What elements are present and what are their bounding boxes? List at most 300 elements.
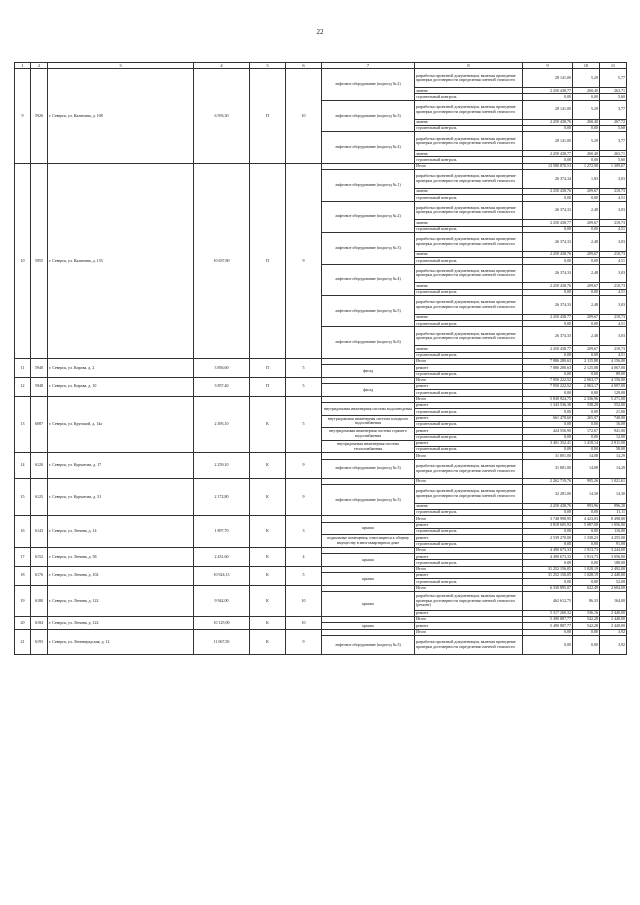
cost-cell: 424 556,90 — [523, 428, 573, 434]
unit-cost-cell: 0,00 — [573, 157, 600, 163]
cost-cell: 28 141,00 — [523, 69, 573, 88]
limit-cost-cell: 3,77 — [600, 132, 627, 151]
cost-cell: 2 262 719,76 — [523, 478, 573, 484]
work-type-cell: Итого — [415, 163, 523, 169]
unit-cost-cell: 995,26 — [573, 478, 600, 484]
unit-cost-cell: 209,67 — [573, 251, 600, 257]
cost-cell: 0,00 — [523, 371, 573, 377]
cost-cell: 0,00 — [523, 421, 573, 427]
work-type-cell: ремонт — [415, 384, 523, 390]
area-cell: 2 431,60 — [194, 547, 250, 566]
floors-cell: 5 — [286, 566, 322, 585]
unit-cost-cell: 1 913,73 — [573, 554, 600, 560]
area-cell: 2 259,10 — [194, 453, 250, 478]
work-type-cell: Итого — [415, 547, 523, 553]
house-code-cell: 6125 — [31, 478, 48, 516]
unit-cost-cell: 0,00 — [573, 226, 600, 232]
work-type-cell: строительный контроль — [415, 434, 523, 440]
unit-cost-cell: 5,29 — [573, 132, 600, 151]
limit-cost-cell: 3,03 — [600, 201, 627, 220]
work-type-cell: строительный контроль — [415, 409, 523, 415]
limit-cost-cell: 3,92 — [600, 636, 627, 655]
cost-cell: 462 612,75 — [523, 591, 573, 610]
cost-cell: 661 478,60 — [523, 415, 573, 421]
cost-cell: 0,00 — [523, 541, 573, 547]
limit-cost-cell: 263,71 — [600, 151, 627, 157]
limit-cost-cell: 3,77 — [600, 100, 627, 119]
unit-cost-cell: 260,40 — [573, 151, 600, 157]
cost-cell: 0,00 — [523, 636, 573, 655]
unit-cost-cell: 5 087,08 — [573, 522, 600, 528]
element-cell: внутридомовая инженерная система водоотведения — [322, 403, 415, 416]
wall-type-cell: П — [250, 358, 286, 377]
work-type-cell: разработка проектной документации, включая проведение проверки достоверности определения сметной стоимости — [415, 459, 523, 478]
address-cell: г. Северск, ул. Калинина, д. 108 — [48, 69, 194, 163]
floors-cell: 5 — [286, 396, 322, 453]
area-cell: 10 637,80 — [194, 163, 250, 358]
area-cell: 1 897,70 — [194, 516, 250, 547]
limit-cost-cell: 5,77 — [600, 69, 627, 88]
unit-cost-cell: 0,00 — [573, 447, 600, 453]
work-type-cell: ремонт — [415, 415, 523, 421]
area-cell: 2 172,80 — [194, 478, 250, 516]
work-type-cell: Итого — [415, 377, 523, 383]
limit-cost-cell: 5,60 — [600, 94, 627, 100]
cost-cell: 4 490 673,33 — [523, 554, 573, 560]
limit-cost-cell: 1 309,67 — [600, 163, 627, 169]
work-type-cell: разработка проектной документации, включая проведение проверки достоверности определения сметной стоимости — [415, 100, 523, 119]
limit-cost-cell: 4,51 — [600, 195, 627, 201]
unit-cost-cell: 0,00 — [573, 258, 600, 264]
work-type-cell: строительный контроль — [415, 447, 523, 453]
unit-cost-cell: 5,29 — [573, 69, 600, 88]
work-type-cell: ремонт — [415, 623, 523, 629]
cost-cell: 7 950 222,52 — [523, 377, 573, 383]
unit-cost-cell: 14,08 — [573, 453, 600, 459]
limit-cost-cell: 5,60 — [600, 125, 627, 131]
element-cell: лифтовое оборудование (подъезд № 2) — [322, 201, 415, 232]
unit-cost-cell: 0,00 — [573, 579, 600, 585]
limit-cost-cell: 16,00 — [600, 421, 627, 427]
limit-cost-cell: 3,03 — [600, 327, 627, 346]
unit-cost-cell: 0,00 — [573, 371, 600, 377]
cost-cell: 31 252 156,05 — [523, 573, 573, 579]
cost-cell: 3 818 605,93 — [523, 522, 573, 528]
cost-cell: 0,00 — [523, 560, 573, 566]
row-number-cell: 18 — [15, 566, 31, 585]
element-cell: лифтовое оборудование (подъезд № 3) — [322, 484, 415, 515]
area-cell: 9 942,00 — [194, 585, 250, 616]
limit-cost-cell: 129,00 — [600, 390, 627, 396]
limit-cost-cell: 210,73 — [600, 346, 627, 352]
unit-cost-cell: 1 418,14 — [573, 440, 600, 446]
work-type-cell: строительный контроль — [415, 258, 523, 264]
cost-cell: 2 250 438,76 — [523, 503, 573, 509]
work-type-cell: строительный контроль — [415, 371, 523, 377]
limit-cost-cell: 4 067,00 — [600, 365, 627, 371]
element-cell: подвальные помещения, относящиеся к общему имуществу в многоквартирном доме — [322, 535, 415, 548]
limit-cost-cell: 996,20 — [600, 503, 627, 509]
unit-cost-cell: 2 125,88 — [573, 365, 600, 371]
limit-cost-cell: 4 097,00 — [600, 384, 627, 390]
limit-cost-cell: 89,00 — [600, 371, 627, 377]
work-type-cell: строительный контроль — [415, 226, 523, 232]
cost-cell: 2 250 438,77 — [523, 346, 573, 352]
limit-cost-cell: 21,00 — [600, 409, 627, 415]
element-cell: лифтовое оборудование (подъезд № 4) — [322, 264, 415, 295]
unit-cost-cell: 2 115,88 — [573, 358, 600, 364]
limit-cost-cell: 267,72 — [600, 119, 627, 125]
work-type-cell: замена — [415, 88, 523, 94]
floors-cell: 9 — [286, 478, 322, 516]
cost-cell: 31 801,00 — [523, 453, 573, 459]
unit-cost-cell: 542,28 — [573, 617, 600, 623]
unit-cost-cell: 86,33 — [573, 591, 600, 610]
unit-cost-cell: 0,00 — [573, 195, 600, 201]
limit-cost-cell: 2 440,00 — [600, 573, 627, 579]
column-header: 3 — [48, 63, 194, 69]
unit-cost-cell: 2 336,96 — [573, 396, 600, 402]
house-code-cell: 6193 — [31, 629, 48, 654]
cost-cell: 28 141,00 — [523, 100, 573, 119]
house-code-cell: 6120 — [31, 453, 48, 478]
limit-cost-cell: 2 440,00 — [600, 623, 627, 629]
floors-cell: 4 — [286, 547, 322, 566]
house-code-cell: 6087 — [31, 396, 48, 453]
floors-cell: 10 — [286, 617, 322, 630]
unit-cost-cell: 0,00 — [573, 528, 600, 534]
unit-cost-cell: 14,30 — [573, 484, 600, 503]
element-cell: внутридомовая инженерная система холодного водоснабжения — [322, 415, 415, 428]
unit-cost-cell: 0,00 — [573, 409, 600, 415]
unit-cost-cell: 260,40 — [573, 88, 600, 94]
work-type-cell: Итого — [415, 478, 523, 484]
cost-cell: 3 748 998,95 — [523, 516, 573, 522]
element-cell: крыша — [322, 554, 415, 567]
address-cell: г. Северск, ул. Ленинградская, д. 12 — [48, 629, 194, 654]
work-type-cell: строительный контроль — [415, 125, 523, 131]
column-header: 11 — [600, 63, 627, 69]
address-cell: г. Северск, ул. Ленина, д. 122 — [48, 585, 194, 616]
work-type-cell: строительный контроль — [415, 195, 523, 201]
cost-cell: 2 250 438,76 — [523, 251, 573, 257]
cost-cell: 0,00 — [523, 390, 573, 396]
work-type-cell: Итого — [415, 617, 523, 623]
cost-cell: 1 343 536,36 — [523, 403, 573, 409]
limit-cost-cell: 3 244,00 — [600, 547, 627, 553]
unit-cost-cell: 0,00 — [573, 94, 600, 100]
work-type-cell: разработка проектной документации, включая проведение проверки достоверности определения сметной стоимости — [415, 170, 523, 189]
cost-cell: 26 374,33 — [523, 201, 573, 220]
cost-cell: 0,00 — [523, 125, 573, 131]
cost-cell: 2 250 438,77 — [523, 88, 573, 94]
row-number-cell: 9 — [15, 69, 31, 163]
work-type-cell: строительный контроль — [415, 390, 523, 396]
element-cell: лифтовое оборудование (подъезд № 3) — [322, 636, 415, 655]
house-code-cell: 6143 — [31, 516, 48, 547]
work-type-cell: Итого — [415, 566, 523, 572]
work-type-cell: замена — [415, 314, 523, 320]
area-cell: 3 857,40 — [194, 377, 250, 396]
limit-cost-cell: 3 056,00 — [600, 554, 627, 560]
element-cell: внутридомовая инженерная система горячего водоснабжения — [322, 428, 415, 441]
work-type-cell: разработка проектной документации, включая проведение проверки достоверности определения сметной стоимости — [415, 132, 523, 151]
unit-cost-cell: 622,49 — [573, 585, 600, 591]
unit-cost-cell: 536,16 — [573, 610, 600, 616]
element-cell: фасад — [322, 384, 415, 397]
column-header: 1 — [15, 63, 31, 69]
work-type-cell: строительный контроль — [415, 510, 523, 516]
row-number-cell: 17 — [15, 547, 31, 566]
column-header: 8 — [415, 63, 523, 69]
house-code-cell: 6184 — [31, 617, 48, 630]
work-type-cell: разработка проектной документации, включая проведение проверки достоверности определения сметной стоимости — [415, 295, 523, 314]
work-type-cell: Итого — [415, 396, 523, 402]
address-cell: г. Северск, ул. Калинина, д. 133 — [48, 163, 194, 358]
work-type-cell: Итого — [415, 453, 523, 459]
limit-cost-cell: 52,00 — [600, 579, 627, 585]
limit-cost-cell: 3,92 — [600, 629, 627, 635]
work-type-cell: разработка проектной документации, включая проведение проверки достоверности определения сметной стоимости — [415, 201, 523, 220]
row-number-cell: 13 — [15, 396, 31, 453]
cost-cell: 2 250 438,76 — [523, 283, 573, 289]
work-type-cell: замена — [415, 503, 523, 509]
unit-cost-cell: 2,48 — [573, 264, 600, 283]
limit-cost-cell: 4,51 — [600, 258, 627, 264]
element-cell: лифтовое оборудование (подъезд № 4) — [322, 132, 415, 163]
limit-cost-cell: 210,73 — [600, 188, 627, 194]
unit-cost-cell: 209,67 — [573, 220, 600, 226]
row-number-cell: 11 — [15, 358, 31, 377]
cost-cell: 0,00 — [523, 528, 573, 534]
limit-cost-cell: 4,51 — [600, 321, 627, 327]
row-number-cell: 19 — [15, 585, 31, 616]
unit-cost-cell: 1 028,19 — [573, 573, 600, 579]
unit-cost-cell: 209,67 — [573, 346, 600, 352]
limit-cost-cell: 1 021,61 — [600, 478, 627, 484]
work-type-cell: ремонт — [415, 573, 523, 579]
unit-cost-cell: 2 063,17 — [573, 384, 600, 390]
unit-cost-cell: 1 272,90 — [573, 163, 600, 169]
page-number: 22 — [316, 28, 324, 36]
cost-cell: 7 950 222,52 — [523, 384, 573, 390]
cost-cell: 2 250 438,77 — [523, 220, 573, 226]
floors-cell: 9 — [286, 453, 322, 478]
unit-cost-cell: 14,08 — [573, 459, 600, 478]
work-type-cell: замена — [415, 119, 523, 125]
element-cell: крыша — [322, 623, 415, 629]
row-number-cell: 15 — [15, 478, 31, 516]
unit-cost-cell: 0,00 — [573, 421, 600, 427]
unit-cost-cell: 0,00 — [573, 541, 600, 547]
floors-cell: 5 — [286, 358, 322, 377]
unit-cost-cell: 2 063,17 — [573, 377, 600, 383]
wall-type-cell: К — [250, 478, 286, 516]
wall-type-cell: К — [250, 396, 286, 453]
floors-cell: 9 — [286, 629, 322, 654]
unit-cost-cell: 5,29 — [573, 100, 600, 119]
cost-cell: 26 374,33 — [523, 327, 573, 346]
unit-cost-cell: 0,00 — [573, 629, 600, 635]
unit-cost-cell: 0,00 — [573, 352, 600, 358]
limit-cost-cell: 4,51 — [600, 289, 627, 295]
limit-cost-cell: 4,51 — [600, 352, 627, 358]
cost-cell: 2 250 438,77 — [523, 314, 573, 320]
unit-cost-cell: 2,48 — [573, 327, 600, 346]
cost-cell: 26 374,34 — [523, 170, 573, 189]
work-type-cell: замена — [415, 151, 523, 157]
address-cell: г. Северск, ул. Кирова, д. 10 — [48, 377, 194, 396]
work-type-cell: ремонт — [415, 610, 523, 616]
element-cell: крыша — [322, 591, 415, 616]
unit-cost-cell: 1 338,23 — [573, 535, 600, 541]
limit-cost-cell: 1 056,00 — [600, 522, 627, 528]
work-type-cell: строительный контроль — [415, 579, 523, 585]
unit-cost-cell: 0,00 — [573, 636, 600, 655]
cost-cell: 0,00 — [523, 510, 573, 516]
element-cell: крыша — [322, 522, 415, 535]
address-cell: г. Северск, ул. Ленина, д. 14 — [48, 516, 194, 547]
cost-cell: 5 830 924,75 — [523, 396, 573, 402]
unit-cost-cell: 1,83 — [573, 170, 600, 189]
limit-cost-cell: 188,00 — [600, 560, 627, 566]
area-cell: 10 125,90 — [194, 617, 250, 630]
unit-cost-cell: 0,00 — [573, 321, 600, 327]
unit-cost-cell: 0,00 — [573, 560, 600, 566]
house-code-cell: 5948 — [31, 377, 48, 396]
cost-cell: 31 252 156,05 — [523, 566, 573, 572]
work-type-cell: Итого — [415, 516, 523, 522]
limit-cost-cell: 164,00 — [600, 591, 627, 610]
cost-cell: 7 886 280,63 — [523, 365, 573, 371]
unit-cost-cell: 542,28 — [573, 623, 600, 629]
limit-cost-cell: 91,00 — [600, 541, 627, 547]
limit-cost-cell: 2 911,00 — [600, 440, 627, 446]
work-type-cell: разработка проектной документации, включая проведение проверки достоверности определения сметной стоимости — [415, 484, 523, 503]
limit-cost-cell: 2 440,00 — [600, 610, 627, 616]
unit-cost-cell: 0,00 — [573, 510, 600, 516]
unit-cost-cell: 993,96 — [573, 503, 600, 509]
wall-type-cell: К — [250, 585, 286, 616]
house-code-cell: 5926 — [31, 69, 48, 163]
work-type-cell: разработка проектной документации, включая проведение проверки достоверности определения сметной стоимости — [415, 264, 523, 283]
limit-cost-cell: 4 156,00 — [600, 377, 627, 383]
unit-cost-cell: 1 913,73 — [573, 547, 600, 553]
floors-cell: 10 — [286, 69, 322, 163]
house-code-cell: 6180 — [31, 585, 48, 616]
cost-cell: 2 250 438,76 — [523, 188, 573, 194]
cost-cell: 0,00 — [523, 226, 573, 232]
row-number-cell: 12 — [15, 377, 31, 396]
work-type-cell: Итого — [415, 585, 523, 591]
column-header: 2 — [31, 63, 48, 69]
house-code-cell: 5940 — [31, 358, 48, 377]
element-cell: лифтовое оборудование (подъезд № 2) — [322, 69, 415, 100]
limit-cost-cell: 116,00 — [600, 528, 627, 534]
address-cell: г. Северск, ул. Ленина, д. 122 — [48, 617, 194, 630]
cost-cell: 28 141,00 — [523, 132, 573, 151]
work-type-cell: строительный контроль — [415, 157, 523, 163]
wall-type-cell: П — [250, 377, 286, 396]
column-header: 5 — [250, 63, 286, 69]
element-cell: лифтовое оборудование (подъезд № 3) — [322, 459, 415, 478]
cost-cell: 26 374,33 — [523, 295, 573, 314]
unit-cost-cell: 538,28 — [573, 403, 600, 409]
address-cell: г. Северск, ул. Ленина, д. 58 — [48, 547, 194, 566]
column-header: 9 — [523, 63, 573, 69]
limit-cost-cell: 740,00 — [600, 415, 627, 421]
limit-cost-cell: 4 255,00 — [600, 535, 627, 541]
unit-cost-cell: 2,48 — [573, 295, 600, 314]
cost-cell: 4 490 673,33 — [523, 547, 573, 553]
unit-cost-cell: 0,00 — [573, 434, 600, 440]
work-type-cell: ремонт — [415, 535, 523, 541]
floors-cell: 10 — [286, 585, 322, 616]
limit-cost-cell: 2 492,00 — [600, 566, 627, 572]
address-cell: г. Северск, ул. Курчатова, д. 17 — [48, 453, 194, 478]
limit-cost-cell: 3,03 — [600, 233, 627, 252]
column-header: 7 — [322, 63, 415, 69]
area-cell: 6 593,30 — [194, 69, 250, 163]
table-row — [15, 69, 627, 75]
limit-cost-cell: 12,00 — [600, 434, 627, 440]
house-code-cell: 6176 — [31, 566, 48, 585]
limit-cost-cell: 210,73 — [600, 314, 627, 320]
cost-cell: 31 801,00 — [523, 459, 573, 478]
element-cell: лифтовое оборудование (подъезд № 5) — [322, 295, 415, 326]
repair-schedule-table — [14, 62, 627, 655]
element-cell: фасад — [322, 365, 415, 378]
work-type-cell: разработка проектной документации, включая проведение проверки достоверности определения сметной стоимости — [415, 69, 523, 88]
work-type-cell: разработка проектной документации, включая проведение проверки достоверности определения сметной стоимости (ремонт) — [415, 591, 523, 610]
wall-type-cell: П — [250, 163, 286, 358]
work-type-cell: ремонт — [415, 522, 523, 528]
floors-cell: 3 — [286, 516, 322, 547]
work-type-cell: строительный контроль — [415, 528, 523, 534]
work-type-cell: Итого — [415, 629, 523, 635]
work-type-cell: строительный контроль — [415, 289, 523, 295]
cost-cell: 5 490 887,77 — [523, 623, 573, 629]
limit-cost-cell: 3,03 — [600, 264, 627, 283]
element-cell: лифтовое оборудование (подъезд № 1) — [322, 170, 415, 201]
limit-cost-cell: 263,71 — [600, 88, 627, 94]
limit-cost-cell: 941,00 — [600, 428, 627, 434]
limit-cost-cell: 3,03 — [600, 295, 627, 314]
column-header: 10 — [573, 63, 600, 69]
address-cell: г. Северск, ул. Курчатова, д. 31 — [48, 478, 194, 516]
work-type-cell: замена — [415, 283, 523, 289]
work-type-cell: строительный контроль — [415, 94, 523, 100]
cost-cell: 0,00 — [523, 629, 573, 635]
unit-cost-cell: 172,67 — [573, 428, 600, 434]
house-code-cell: 5955 — [31, 163, 48, 358]
cost-cell: 6 330 895,07 — [523, 585, 573, 591]
area-cell: 3 856,60 — [194, 358, 250, 377]
cost-cell: 0,00 — [523, 289, 573, 295]
wall-type-cell: К — [250, 547, 286, 566]
limit-cost-cell: 5 271,00 — [600, 396, 627, 402]
work-type-cell: разработка проектной документации, включая проведение проверки достоверности определения сметной стоимости — [415, 327, 523, 346]
cost-cell: 2 250 438,76 — [523, 119, 573, 125]
element-cell: лифтовое оборудование (подъезд № 6) — [322, 327, 415, 358]
work-type-cell: строительный контроль — [415, 541, 523, 547]
floors-cell: 5 — [286, 377, 322, 396]
cost-cell: 0,00 — [523, 434, 573, 440]
element-cell: лифтовое оборудование (подъезд № 3) — [322, 233, 415, 264]
cost-cell: 5 317 260,32 — [523, 610, 573, 616]
limit-cost-cell: 210,73 — [600, 220, 627, 226]
element-cell: внутридомовая инженерная система теплоснабжения — [322, 440, 415, 453]
